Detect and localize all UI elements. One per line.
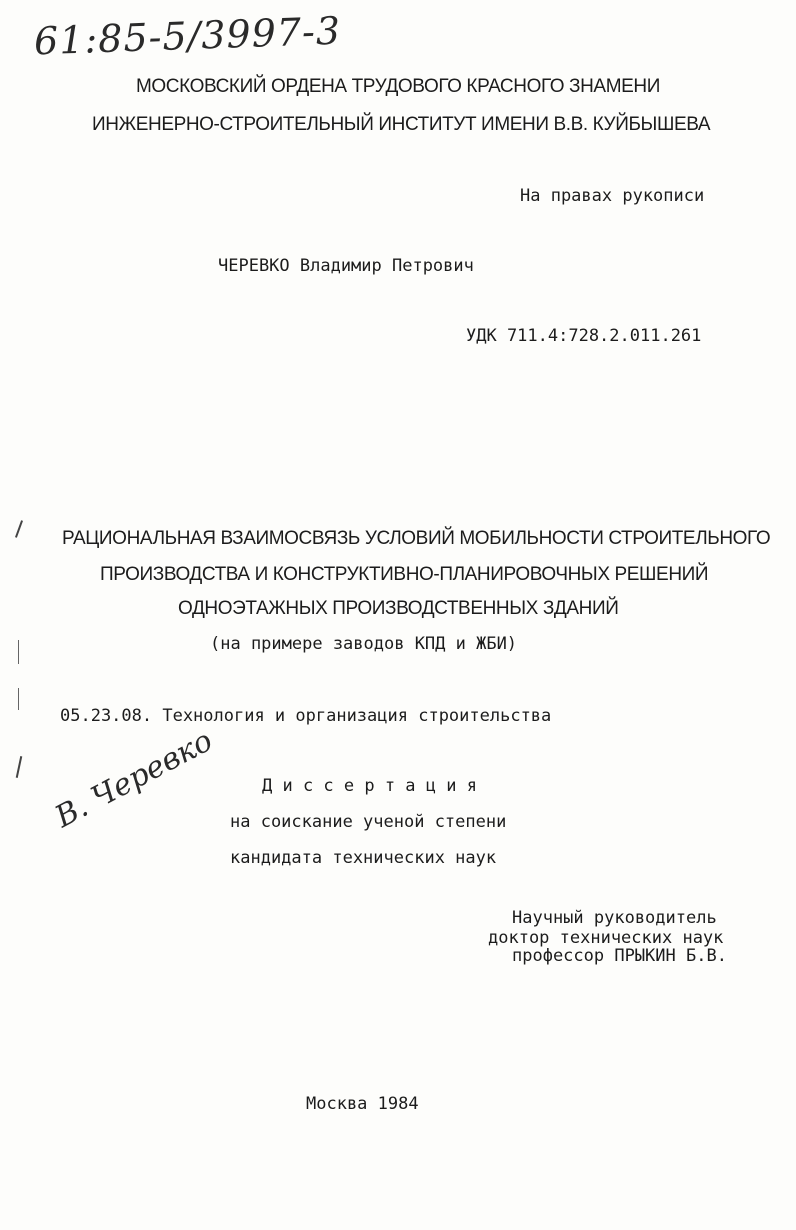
author-name: ЧЕРЕВКО Владимир Петрович <box>218 256 474 276</box>
author-signature: В. Черевко <box>49 723 219 835</box>
institute-line-1: МОСКОВСКИЙ ОРДЕНА ТРУДОВОГО КРАСНОГО ЗНАМЕНИ <box>136 76 660 97</box>
supervisor-role: Научный руководитель <box>512 908 717 928</box>
archive-code: 61:85-5/3997-3 <box>33 8 342 64</box>
title-line-3: ОДНОЭТАЖНЫХ ПРОИЗВОДСТВЕННЫХ ЗДАНИЙ <box>178 598 619 619</box>
supervisor-name: профессор ПРЫКИН Б.В. <box>512 946 727 966</box>
title-line-1: РАЦИОНАЛЬНАЯ ВЗАИМОСВЯЗЬ УСЛОВИЙ МОБИЛЬНОСТИ СТРОИТЕЛЬНОГО <box>62 528 771 549</box>
margin-marks <box>14 520 26 780</box>
manuscript-note: На правах рукописи <box>520 186 705 206</box>
city-year: Москва 1984 <box>306 1094 419 1114</box>
dissertation-label: Д и с с е р т а ц и я <box>262 776 477 796</box>
specialty: 05.23.08. Технология и организация строительства <box>60 706 552 726</box>
supervisor-degree: доктор технических наук <box>488 928 724 948</box>
institute-line-2: ИНЖЕНЕРНО-СТРОИТЕЛЬНЫЙ ИНСТИТУТ ИМЕНИ В.В. КУЙБЫШЕВА <box>92 114 711 135</box>
udc-code: УДК 711.4:728.2.011.261 <box>466 326 702 346</box>
dissertation-field: кандидата технических наук <box>230 848 497 868</box>
title-line-4: (на примере заводов КПД и ЖБИ) <box>210 634 518 654</box>
dissertation-degree: на соискание ученой степени <box>230 812 507 832</box>
title-line-2: ПРОИЗВОДСТВА И КОНСТРУКТИВНО-ПЛАНИРОВОЧНЫХ РЕШЕНИЙ <box>100 564 709 585</box>
